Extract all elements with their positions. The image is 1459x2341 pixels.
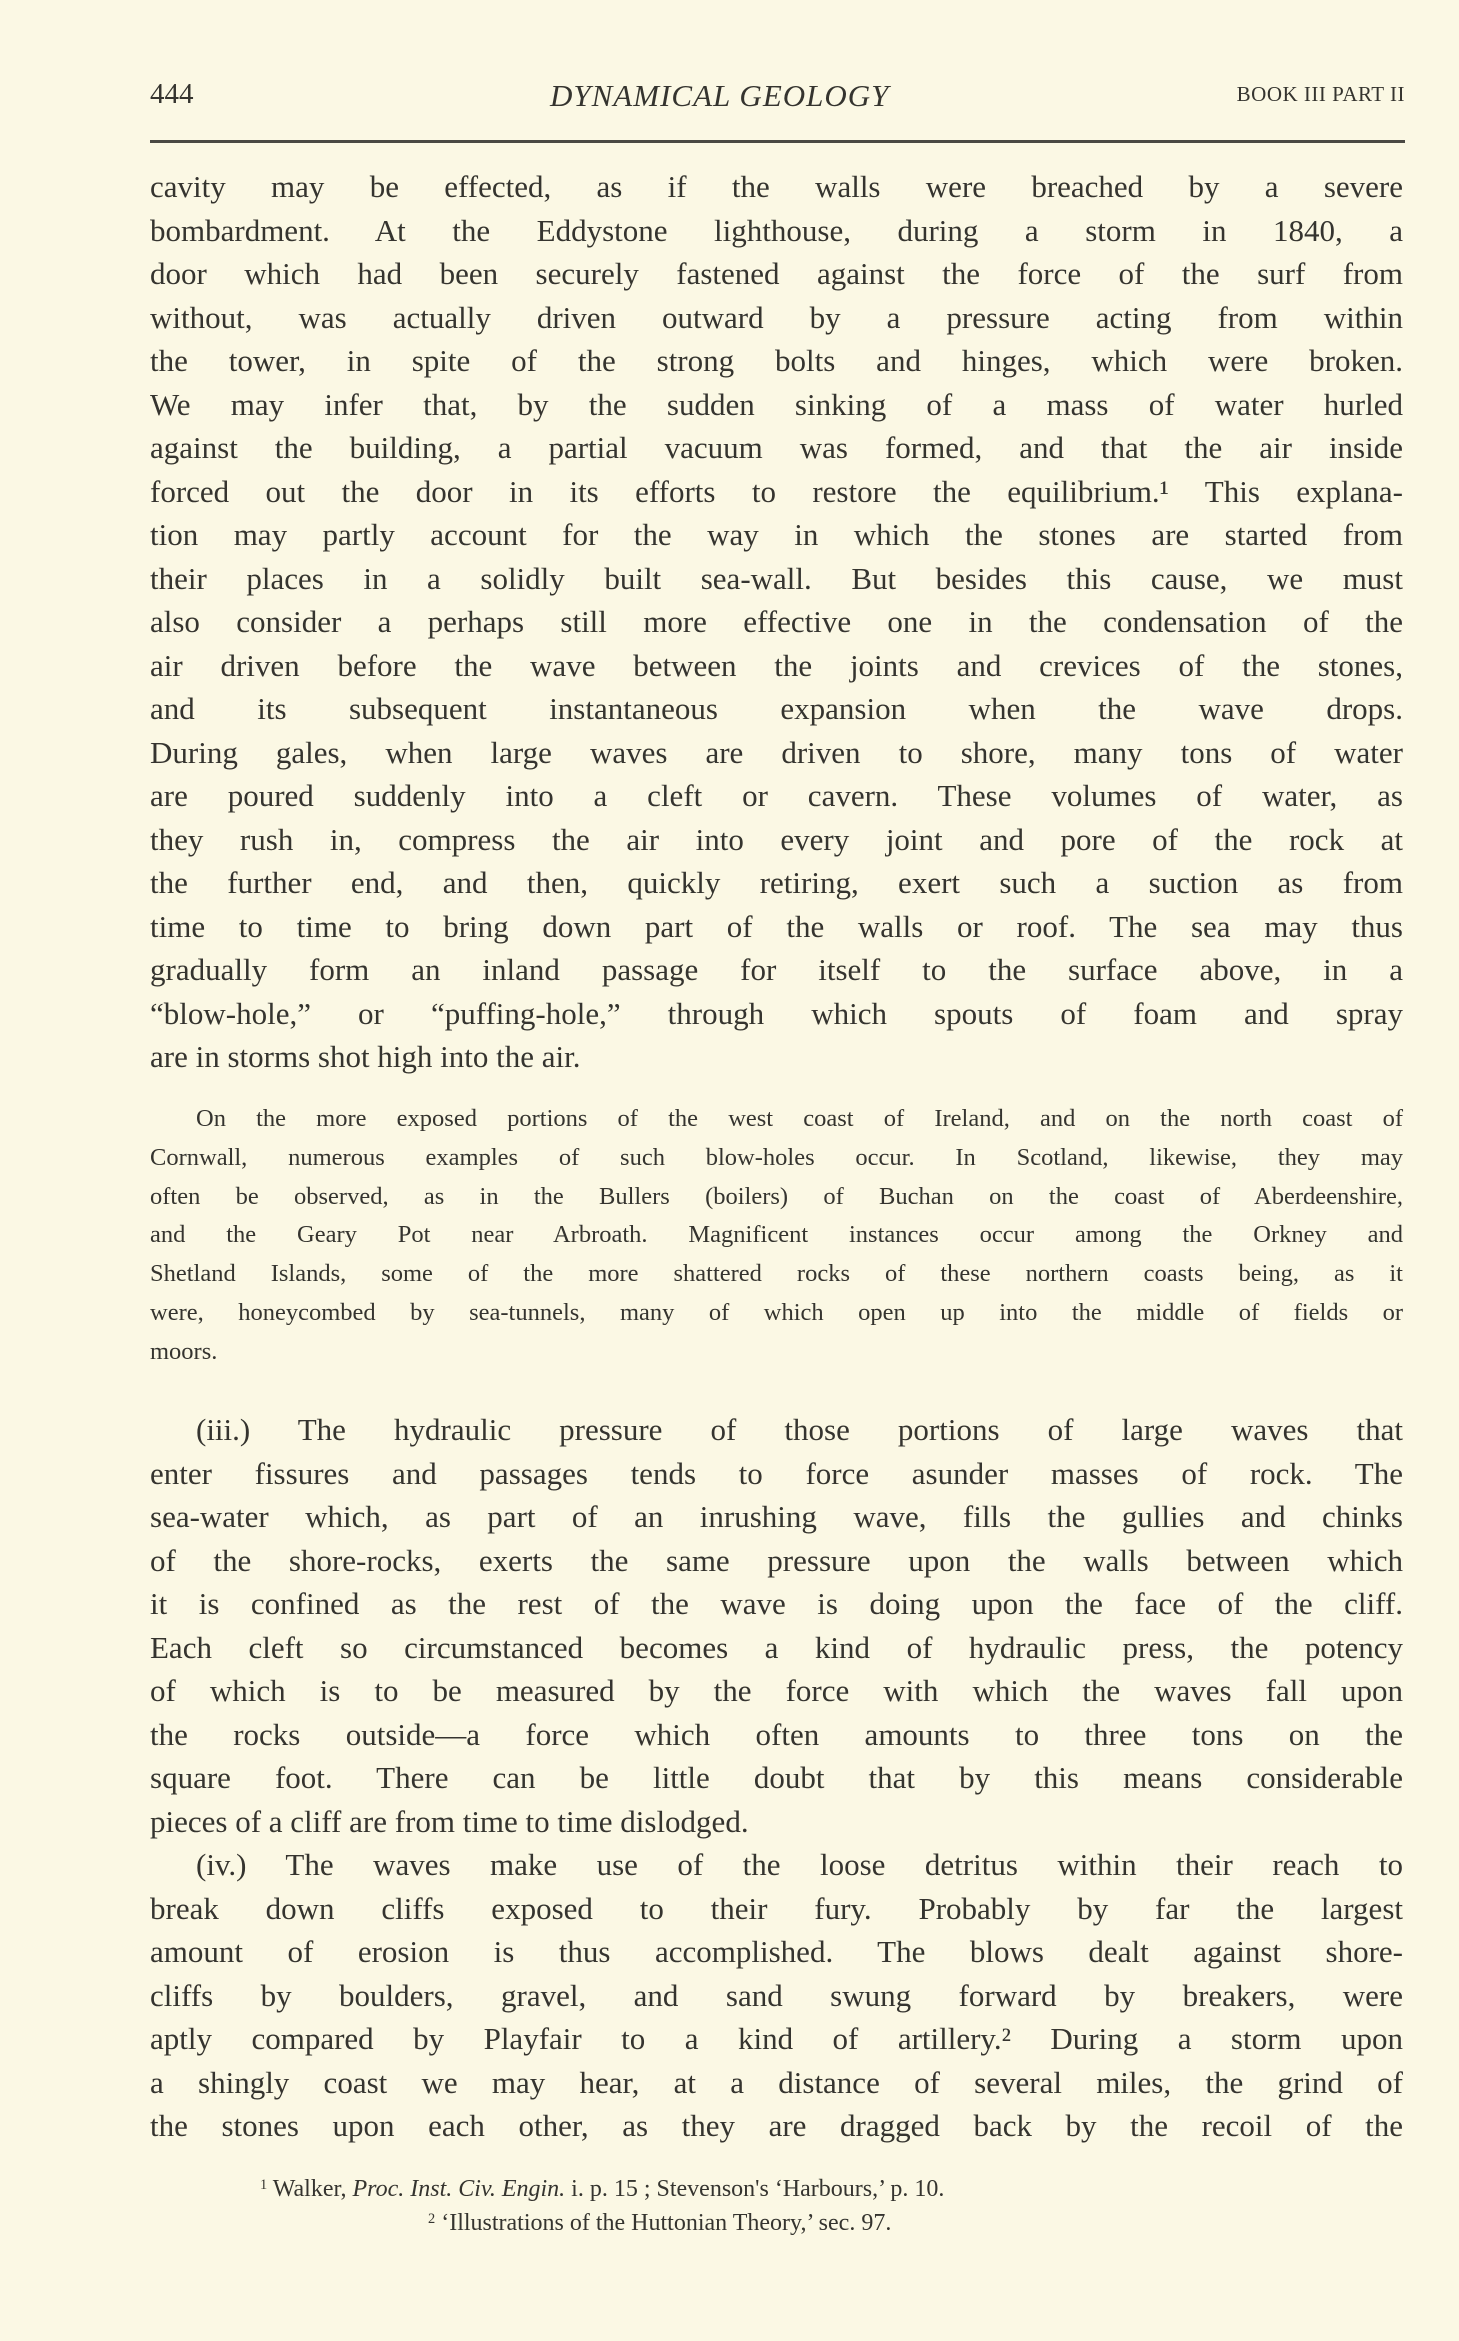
footnote-mark: 2 xyxy=(428,2211,436,2227)
text-line: square foot. There can be little doubt that by this means considerable xyxy=(150,1760,1403,1795)
header-rule xyxy=(150,140,1405,143)
book-part: BOOK III PART II xyxy=(1236,82,1405,106)
text-line: During gales, when large waves are driven to shore, many tons of water xyxy=(150,734,1403,770)
text-line: moors. xyxy=(150,1337,218,1365)
text-line: forced out the door in its efforts to restore the equilibrium.¹ This explana- xyxy=(150,473,1403,509)
text-line: the stones upon each other, as they are dragged back by the recoil of the xyxy=(150,2108,1403,2143)
text-line: amount of erosion is thus accomplished. The blows dealt against shore- xyxy=(150,1934,1403,1969)
paragraph-iv xyxy=(150,1843,1403,2148)
text-line: Each cleft so circumstanced becomes a kind of hydraulic press, the potency xyxy=(150,1629,1403,1665)
small-print-paragraph xyxy=(150,1100,1403,1372)
footnote-text: ‘Illustrations of the Huttonian Theory,’ sec. 97. xyxy=(441,2210,892,2236)
text-line: “blow-hole,” or “puffing-hole,” through which spouts of foam and spray xyxy=(150,995,1403,1031)
text-line: enter fissures and passages tends to force asunder masses of rock. The xyxy=(150,1455,1403,1491)
text-line: cliffs by boulders, gravel, and sand swung forward by breakers, were xyxy=(150,1977,1403,2013)
footnote-2 xyxy=(428,2206,891,2240)
footnote-mark: 1 xyxy=(260,2177,268,2193)
text-line: Shetland Islands, some of the more shattered rocks of these northern coasts being, as it xyxy=(150,1260,1403,1288)
page-number: 444 xyxy=(150,78,194,110)
text-line: gradually form an inland passage for itself to the surface above, in a xyxy=(150,952,1403,987)
text-line: they rush in, compress the air into every joint and pore of the rock at xyxy=(150,821,1403,857)
text-line: are poured suddenly into a cleft or cavern. These volumes of water, as xyxy=(150,778,1403,813)
paragraph-iii xyxy=(150,1408,1403,1843)
text-line: tion may partly account for the way in which the stones are started from xyxy=(150,517,1403,552)
footnote-text: i. p. 15 ; Stevenson's ‘Harbours,’ p. 10. xyxy=(565,2176,945,2202)
text-line: the further end, and then, quickly retiring, exert such a suction as from xyxy=(150,865,1403,900)
text-line: break down cliffs exposed to their fury. Probably by far the largest xyxy=(150,1890,1403,1926)
text-line: it is confined as the rest of the wave is doing upon the face of the cliff. xyxy=(150,1586,1403,1621)
running-header xyxy=(150,78,1405,122)
text-line: door which had been securely fastened against the force of the surf from xyxy=(150,256,1403,291)
paragraph-1 xyxy=(150,165,1403,1079)
text-line: Cornwall, numerous examples of such blow-holes occur. In Scotland, likewise, they may xyxy=(150,1143,1403,1171)
text-line: and the Geary Pot near Arbroath. Magnificent instances occur among the Orkney and xyxy=(150,1221,1403,1249)
text-line: (iii.) The hydraulic pressure of those portions of large waves that xyxy=(196,1412,1403,1447)
text-line: their places in a solidly built sea-wall. But besides this cause, we must xyxy=(150,560,1403,596)
footnote-journal: Proc. Inst. Civ. Engin. xyxy=(352,2176,566,2202)
text-line: of the shore-rocks, exerts the same pressure upon the walls between which xyxy=(150,1542,1403,1578)
text-line: cavity may be effected, as if the walls were breached by a severe xyxy=(150,169,1403,204)
footnote-text: Walker, xyxy=(272,2176,353,2202)
text-line: sea-water which, as part of an inrushing wave, fills the gullies and chinks xyxy=(150,1499,1403,1534)
text-line: without, was actually driven outward by a pressure acting from within xyxy=(150,299,1403,335)
text-line: and its subsequent instantaneous expansion when the wave drops. xyxy=(150,691,1403,726)
text-line: the tower, in spite of the strong bolts and hinges, which were broken. xyxy=(150,343,1403,378)
running-title: DYNAMICAL GEOLOGY xyxy=(550,78,890,113)
text-line: air driven before the wave between the joints and crevices of the stones, xyxy=(150,647,1403,683)
text-line: We may infer that, by the sudden sinking of a mass of water hurled xyxy=(150,386,1403,422)
text-line: also consider a perhaps still more effective one in the condensation of the xyxy=(150,604,1403,639)
text-line: against the building, a partial vacuum was formed, and that the air inside xyxy=(150,430,1403,465)
text-line: were, honeycombed by sea-tunnels, many of which open up into the middle of fields or xyxy=(150,1298,1403,1326)
footnote-1 xyxy=(260,2172,944,2206)
text-line: (iv.) The waves make use of the loose detritus within their reach to xyxy=(196,1847,1403,1882)
text-line: aptly compared by Playfair to a kind of artillery.² During a storm upon xyxy=(150,2021,1403,2056)
text-line: a shingly coast we may hear, at a distance of several miles, the grind of xyxy=(150,2064,1403,2100)
text-line: often be observed, as in the Bullers (boilers) of Buchan on the coast of Aberdeenshire, xyxy=(150,1182,1403,1210)
text-line: the rocks outside—a force which often amounts to three tons on the xyxy=(150,1716,1403,1752)
text-line: pieces of a cliff are from time to time dislodged. xyxy=(150,1803,749,1839)
text-line: bombardment. At the Eddystone lighthouse, during a storm in 1840, a xyxy=(150,212,1403,248)
text-line: time to time to bring down part of the walls or roof. The sea may thus xyxy=(150,908,1403,944)
text-line: On the more exposed portions of the west coast of Ireland, and on the north coast of xyxy=(196,1105,1403,1132)
text-line: are in storms shot high into the air. xyxy=(150,1039,581,1074)
text-line: of which is to be measured by the force with which the waves fall upon xyxy=(150,1673,1403,1708)
